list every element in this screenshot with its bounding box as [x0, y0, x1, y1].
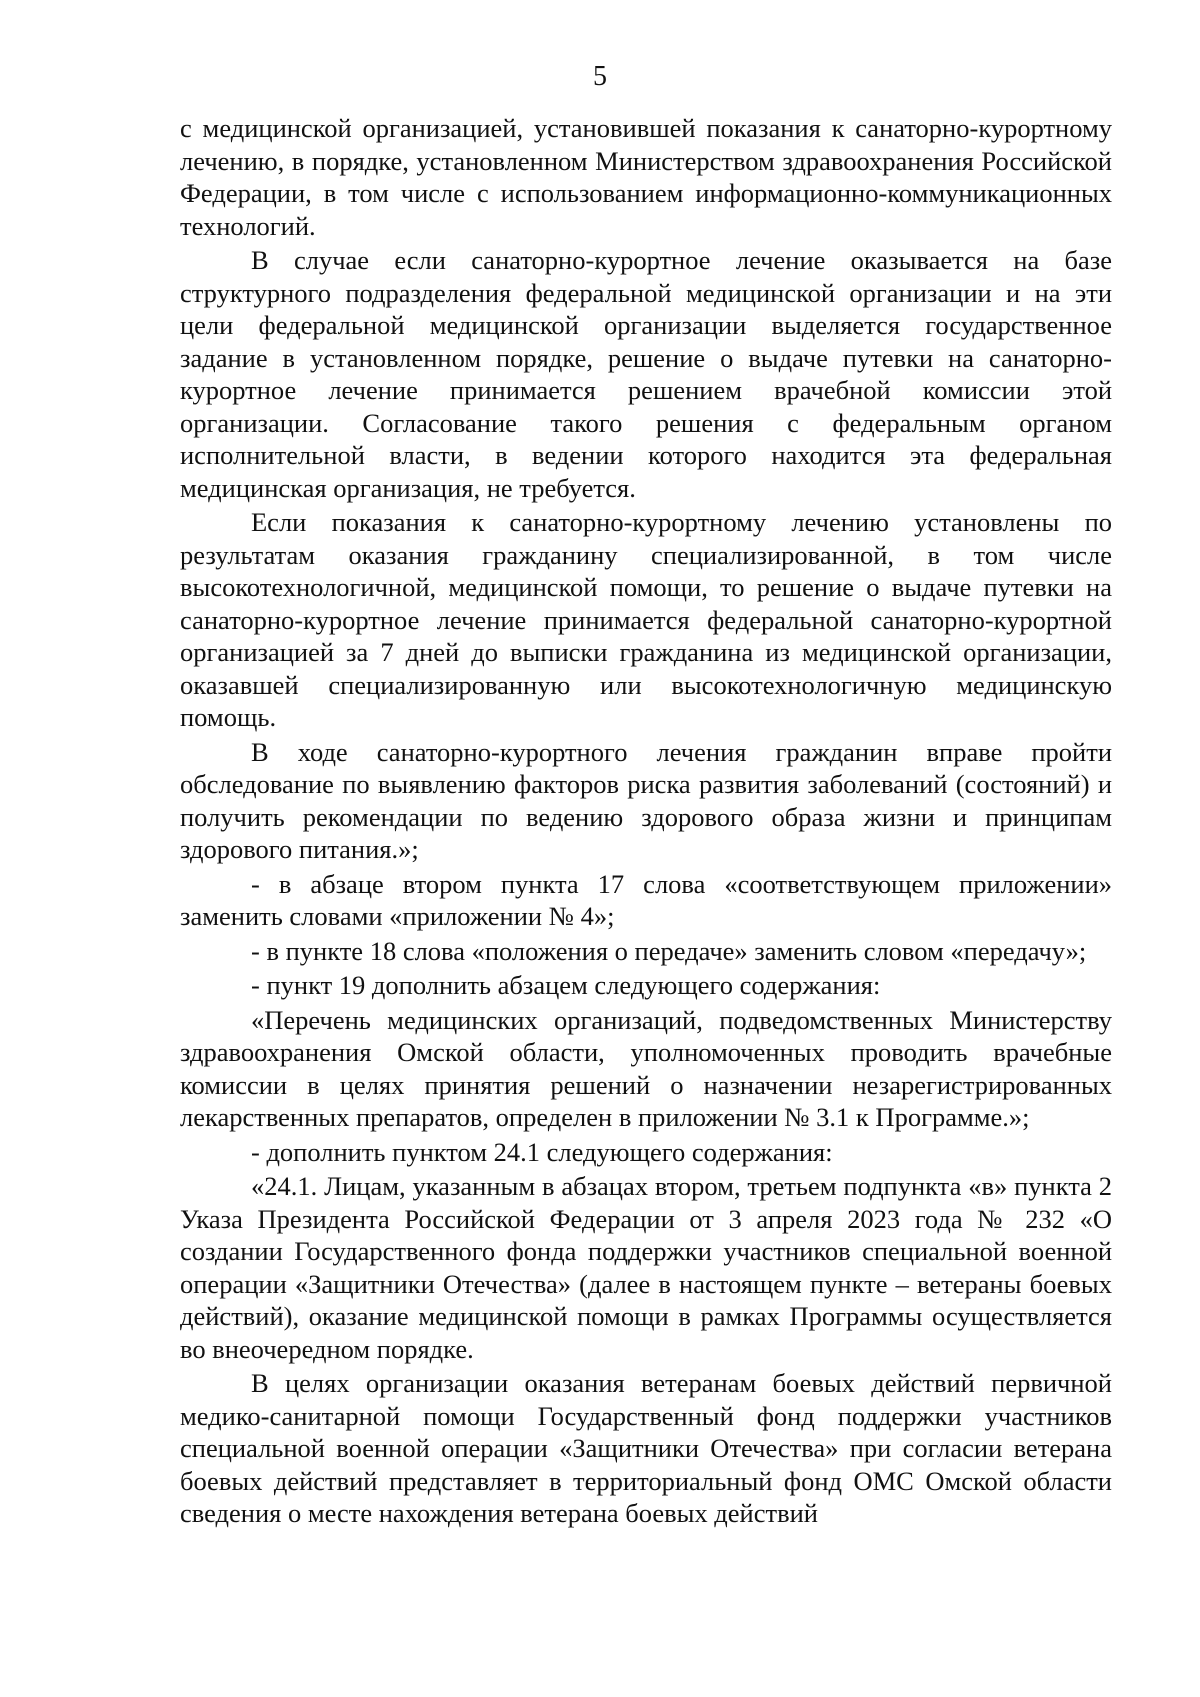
paragraph-9: - дополнить пунктом 24.1 следующего содержания: [251, 1136, 833, 1167]
paragraph-6: - в пункте 18 слова «положения о передаче» заменить словом «передачу»; [251, 935, 1087, 966]
page-number: 5 [593, 61, 607, 92]
paragraph-4: В ходе санаторно-курортного лечения гражданин вправе пройти обследование по выявлению факторов риска развития заболеваний (состояний) и получить рекомендации по ведению здорового образа жизни и принципам здорового питания.»; [180, 736, 1112, 864]
paragraph-8: «Перечень медицинских организаций, подведомственных Министерству здравоохранения Омской области, уполномоченных проводить врачебные комиссии в целях принятия решений о назначении незарегистрированных лекарственных препаратов, определен в приложении № 3.1 к Программе.»; [180, 1004, 1112, 1132]
paragraph-2: В случае если санаторно-курортное лечение оказывается на базе структурного подразделения федеральной медицинской организации и на эти цели федеральной медицинской организации выделяется государственное задание в установленном порядке, решение о выдаче путевки на санаторно-курортное лечение принимается решением врачебной комиссии этой организации. Согласование такого решения с федеральным органом исполнительной власти, в ведении которого находится эта федеральная медицинская организация, не требуется. [180, 245, 1112, 503]
paragraph-10: «24.1. Лицам, указанным в абзацах втором, третьем подпункта «в» пункта 2 Указа Президента Российской Федерации от 3 апреля 2023 года № 232 «О создании Государственного фонда поддержки участников специальной военной операции «Защитники Отечества» (далее в настоящем пункте – ветераны боевых действий), оказание медицинской помощи в рамках Программы осуществляется во внеочередном порядке. [180, 1171, 1112, 1364]
document-body [180, 112, 1112, 1532]
paragraph-3: Если показания к санаторно-курортному лечению установлены по результатам оказания гражданину специализированной, в том числе высокотехнологичной, медицинской помощи, то решение о выдаче путевки на санаторно-курортное лечение принимается федеральной санаторно-курортной организацией за 7 дней до выписки гражданина из медицинской организации, оказавшей специализированную или высокотехнологичную медицинскую помощь. [180, 507, 1112, 732]
paragraph-11: В целях организации оказания ветеранам боевых действий первичной медико-санитарной помощи Государственный фонд поддержки участников специальной военной операции «Защитники Отечества» при согласии ветерана боевых действий представляет в территориальный фонд ОМС Омской области сведения о месте нахождения ветерана боевых действий [180, 1368, 1112, 1528]
paragraph-1: с медицинской организацией, установившей показания к санаторно-курортному лечению, в порядке, установленном Министерством здравоохранения Российской Федерации, в том числе с использованием информационно-коммуникационных технологий. [180, 113, 1112, 241]
paragraph-7: - пункт 19 дополнить абзацем следующего содержания: [251, 970, 881, 1000]
paragraph-5: - в абзаце втором пункта 17 слова «соответствующем приложении» заменить словами «приложении № 4»; [180, 868, 1112, 931]
